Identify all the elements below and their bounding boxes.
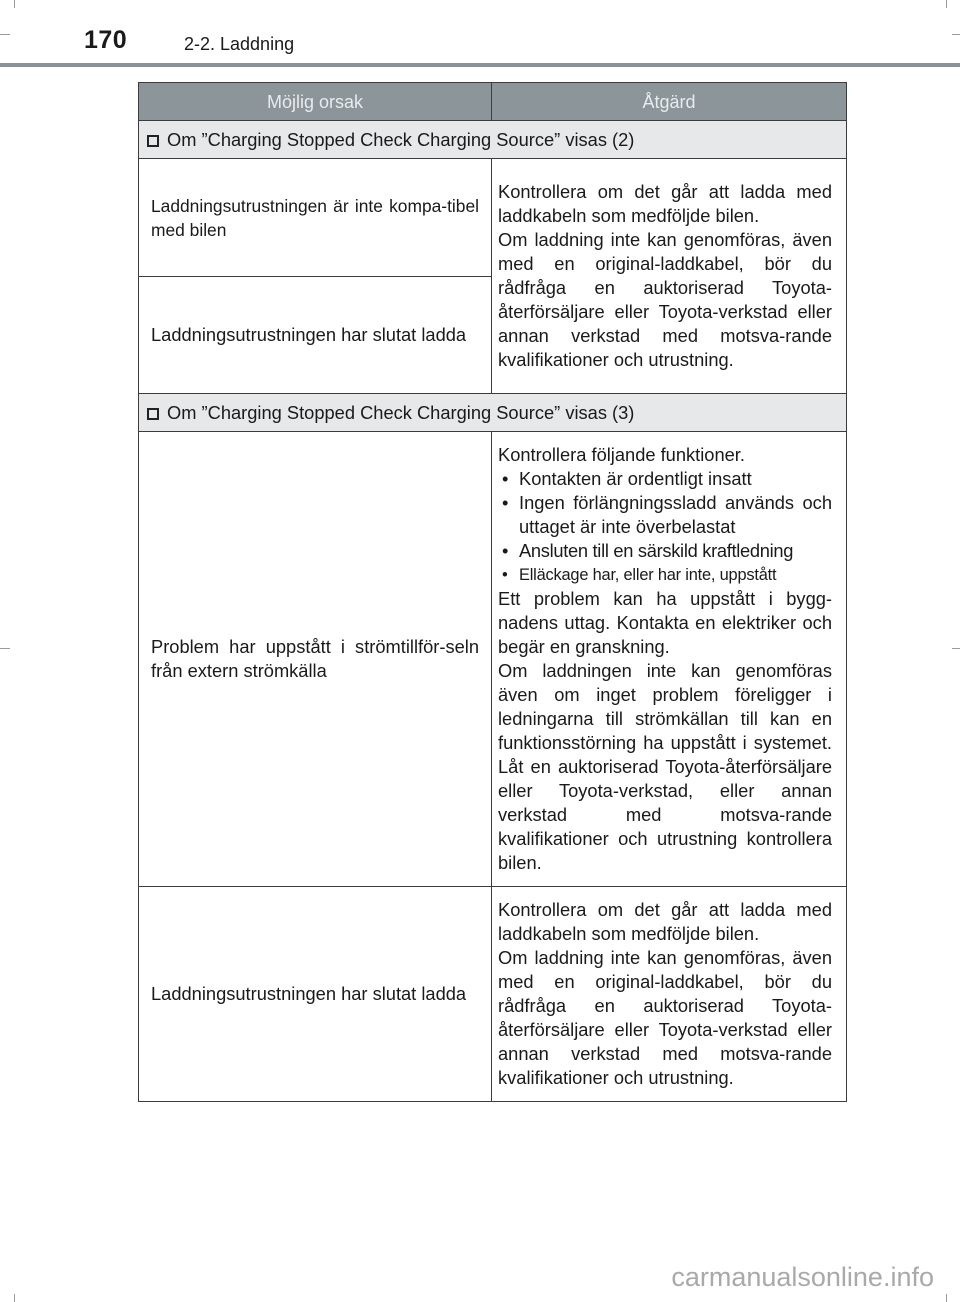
table-row (139, 159, 847, 277)
crop-mark (946, 1294, 947, 1302)
table-row (139, 887, 847, 1102)
table-header-row (139, 83, 847, 121)
column-header-cause: Möjlig orsak (139, 83, 492, 121)
section-title: 2-2. Laddning (184, 34, 295, 54)
list-item: • Kontakten är ordentligt insatt (498, 467, 832, 491)
troubleshooting-table (138, 82, 847, 1102)
action-cell (492, 432, 847, 887)
action-text: Kontrollera om det går att ladda med laddkabeln som medföljde bilen. (498, 181, 832, 226)
checkbox-icon (147, 135, 159, 147)
condition-label: Om ”Charging Stopped Check Charging Source” visas (3) (167, 401, 635, 423)
cause-cell: Laddningsutrustningen har slutat ladda (139, 887, 492, 1102)
list-item: • Ingen förlängningssladd används och uttaget är inte överbelastat (498, 491, 832, 539)
column-header-action: Åtgärd (492, 83, 847, 121)
condition-row (139, 121, 847, 159)
crop-mark (952, 34, 960, 35)
checkbox-icon (147, 408, 159, 420)
action-text: Om laddningen inte kan genomföras även om inget problem föreligger i ledningarna till strömkällan till kan en funktionsstörning ha uppstått i systemet. Låt en auktoriserad Toyota-återförsäljare eller Toyota-verkstad, eller annan verkstad med motsva-rande kvalifikationer och utrustning kontrollera bilen. (498, 660, 832, 873)
action-text: Om laddning inte kan genomföras, även med en original-laddkabel, bör du rådfråga en auktoriserad Toyota-återförsäljare eller Toyota-verkstad eller annan verkstad med motsva-rande kvalifikationer och utrustning. (498, 947, 832, 1088)
crop-mark (0, 648, 10, 649)
check-list (498, 467, 832, 587)
header-rule (0, 63, 960, 67)
crop-mark (14, 1294, 15, 1302)
crop-mark (0, 34, 10, 35)
crop-mark (946, 0, 947, 8)
action-cell (492, 159, 847, 394)
condition-cell (139, 394, 847, 432)
condition-label: Om ”Charging Stopped Check Charging Source” visas (2) (167, 128, 635, 150)
page-number: 170 (84, 26, 128, 54)
table-row (139, 432, 847, 887)
cause-cell: Problem har uppstått i strömtillför-seln från extern strömkälla (139, 432, 492, 887)
action-text: Om laddning inte kan genomföras, även med en original-laddkabel, bör du rådfråga en auktoriserad Toyota-återförsäljare eller Toyota-verkstad eller annan verkstad med motsva-rande kvalifikationer och utrustning. (498, 229, 832, 370)
crop-mark (14, 0, 15, 8)
list-item: • Ansluten till en särskild kraftledning (498, 539, 832, 563)
list-item: • Elläckage har, eller har inte, uppstått (498, 563, 832, 587)
cause-cell: Laddningsutrustningen är inte kompa-tibel med bilen (139, 159, 492, 277)
action-text: Ett problem kan ha uppstått i bygg-nadens uttag. Kontakta en elektriker och begär en granskning. (498, 588, 832, 657)
action-text: Kontrollera följande funktioner. (498, 444, 745, 465)
cause-cell: Laddningsutrustningen har slutat ladda (139, 277, 492, 394)
watermark: carmanualsonline.info (671, 1262, 934, 1292)
action-text: Kontrollera om det går att ladda med laddkabeln som medföljde bilen. (498, 899, 832, 944)
crop-mark (952, 648, 960, 649)
action-cell (492, 887, 847, 1102)
condition-row (139, 394, 847, 432)
condition-cell (139, 121, 847, 159)
